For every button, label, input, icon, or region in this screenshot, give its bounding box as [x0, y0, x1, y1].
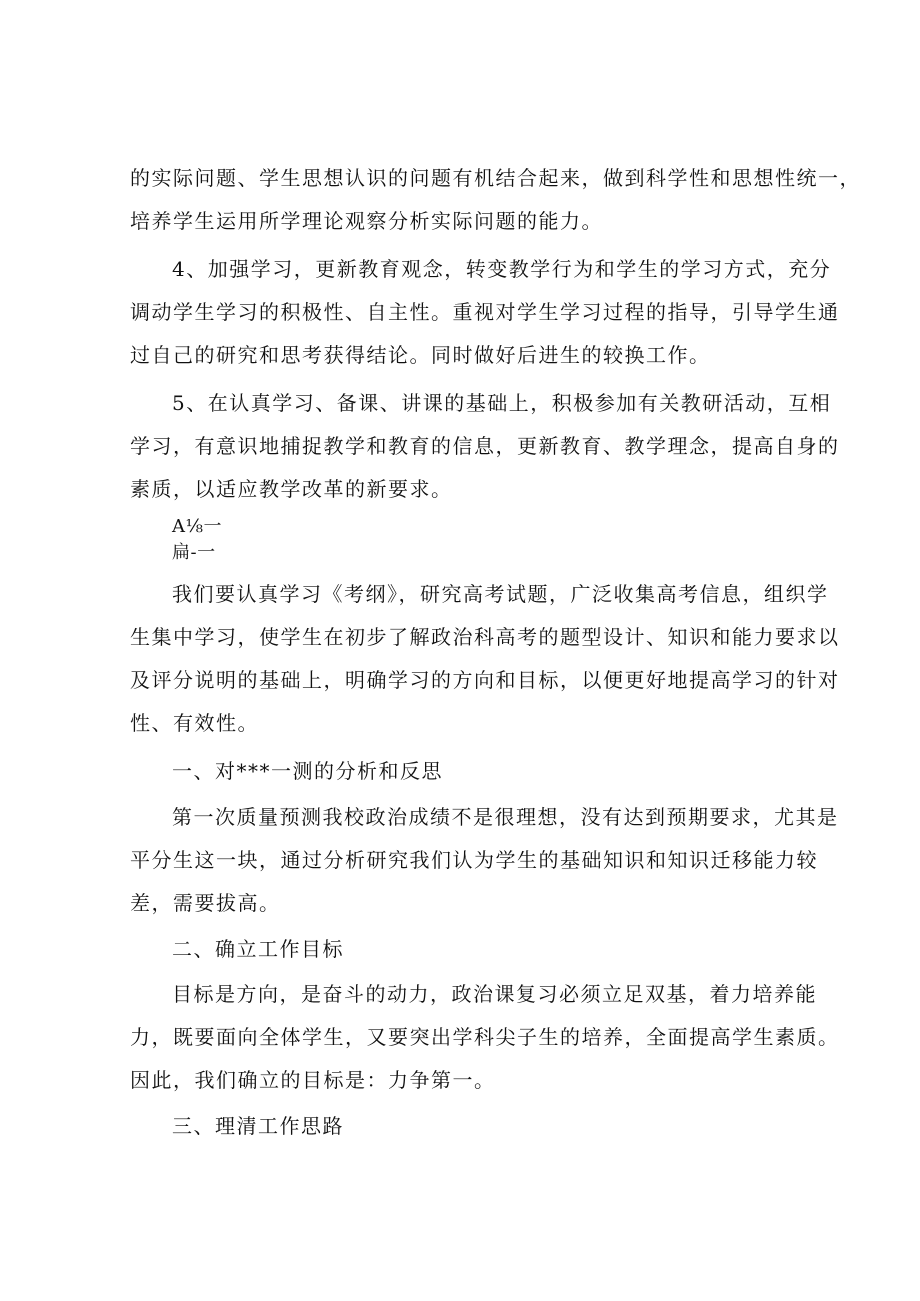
text-line: 4、加强学习，更新教育观念，转变教学行为和学生的学习方式，充分: [172, 257, 832, 281]
text-line: 的实际问题、学生思想认识的问题有机结合起来，做到科学性和思想性统一，: [130, 166, 861, 190]
text-line: 平分生这一块，通过分析研究我们认为学生的基础知识和知识迁移能力较: [130, 848, 818, 872]
text-line: 调动学生学习的积极性、自主性。重视对学生学习过程的指导，引导学生通: [130, 300, 840, 324]
text-line: 性、有效性。: [130, 711, 259, 735]
section-heading: 一、对***一测的分析和反思: [172, 759, 443, 783]
text-line: 差，需要拔高。: [130, 891, 281, 915]
section-heading: 二、确立工作目标: [172, 937, 344, 961]
text-line: 目标是方向，是奋斗的动力，政治课复习必须立足双基，着力培养能: [172, 982, 817, 1006]
text-line: 素质，以适应教学改革的新要求。: [130, 477, 453, 501]
heading-fragment: 扁-一: [172, 542, 216, 563]
text-line: 学习，有意识地捕捉教学和教育的信息，更新教育、教学理念，提高自身的: [130, 434, 840, 458]
text-line: 及评分说明的基础上，明确学习的方向和目标，以便更好地提高学习的针对: [130, 668, 840, 692]
section-heading: 三、理清工作思路: [172, 1114, 344, 1138]
text-line: 生集中学习，使学生在初步了解政治科高考的题型设计、知识和能力要求以: [130, 625, 840, 649]
text-line: 培养学生运用所学理论观察分析实际问题的能力。: [130, 209, 603, 233]
text-line: 5、在认真学习、备课、讲课的基础上，积极参加有关教研活动，互相: [172, 391, 832, 415]
heading-fragment: A⅛一: [172, 516, 222, 537]
text-line: 因此，我们确立的目标是：力争第一。: [130, 1068, 496, 1092]
text-line: 我们要认真学习《考纲》，研究高考试题，广泛收集高考信息，组织学: [172, 582, 829, 606]
text-line: 第一次质量预测我校政治成绩不是很理想，没有达到预期要求，尤其是: [172, 805, 839, 829]
text-line: 过自己的研究和思考获得结论。同时做好后进生的较换工作。: [130, 343, 711, 367]
text-line: 力，既要面向全体学生，又要突出学科尖子生的培养，全面提高学生素质。: [130, 1025, 840, 1049]
